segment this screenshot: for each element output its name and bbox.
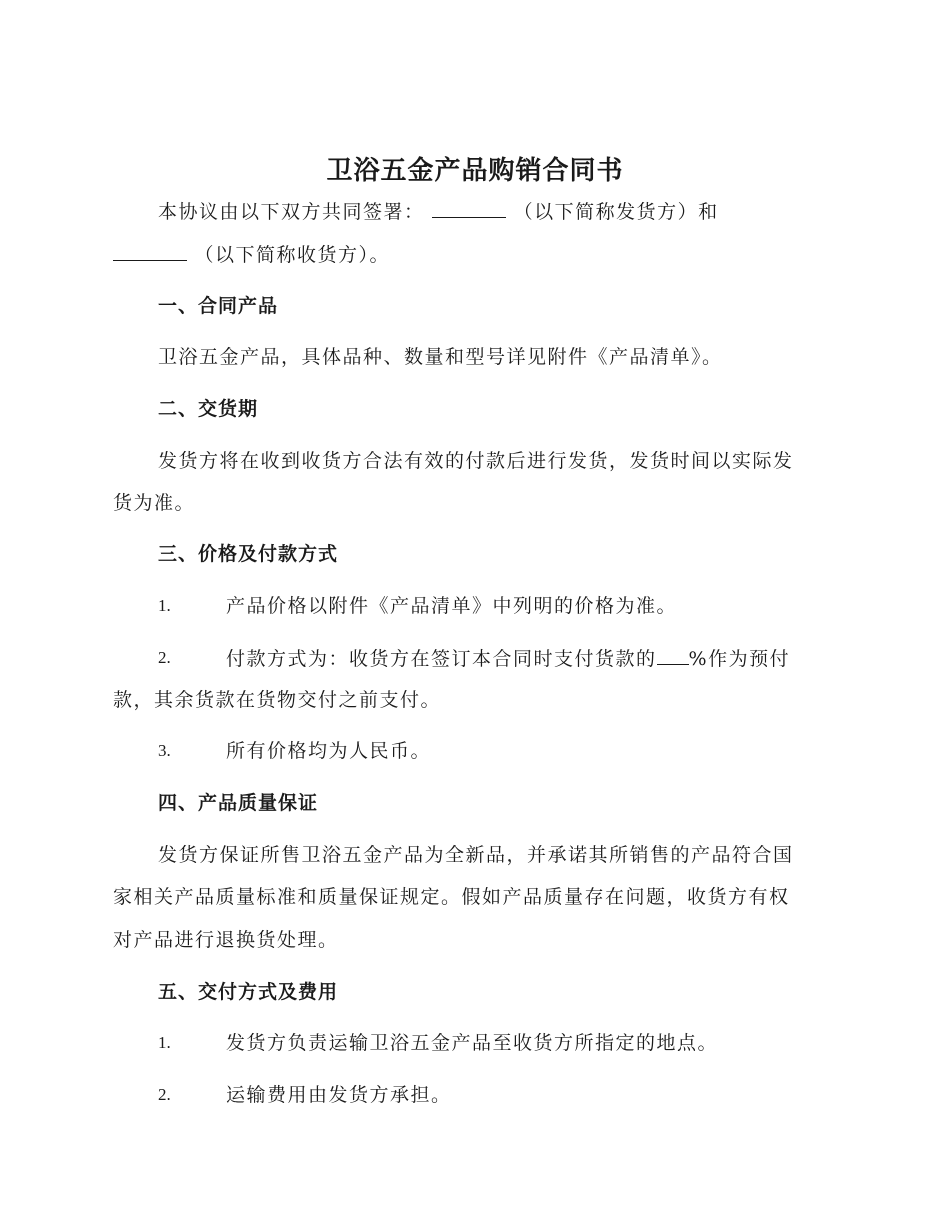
section-3-item-2-number: 2. — [158, 648, 171, 667]
section-5-item-1-number: 1. — [158, 1033, 171, 1052]
receiver-blank — [113, 242, 187, 261]
payment-text-after: %作为预付 — [688, 648, 791, 670]
intro-text-2: （以下简称发货方）和 — [513, 201, 719, 223]
section-4-line-3: 对产品进行退换货处理。 — [113, 929, 339, 951]
section-4-line-2: 家相关产品质量标准和质量保证规定。假如产品质量存在问题，收货方有权 — [113, 886, 790, 908]
section-5-heading: 五、交付方式及费用 — [158, 981, 339, 1003]
document-title: 卫浴五金产品购销合同书 — [326, 156, 624, 186]
intro-line-2 — [113, 242, 390, 267]
section-3-heading: 三、价格及付款方式 — [158, 543, 339, 565]
section-2-line-1: 发货方将在收到收货方合法有效的付款后进行发货，发货时间以实际发 — [158, 450, 794, 472]
percentage-blank — [657, 646, 689, 665]
section-2-heading: 二、交货期 — [158, 398, 259, 420]
payment-text-before: 付款方式为：收货方在签订本合同时支付货款的 — [226, 648, 657, 670]
section-5-item-2-text: 运输费用由发货方承担。 — [226, 1084, 452, 1106]
sender-blank — [432, 199, 506, 218]
section-5-item-2-number: 2. — [158, 1085, 171, 1104]
section-4-line-1: 发货方保证所售卫浴五金产品为全新品，并承诺其所销售的产品符合国 — [158, 844, 794, 866]
section-4-heading: 四、产品质量保证 — [158, 792, 319, 814]
section-3-item-2-continuation: 款，其余货款在货物交付之前支付。 — [113, 689, 442, 711]
section-5-item-1-text: 发货方负责运输卫浴五金产品至收货方所指定的地点。 — [226, 1032, 719, 1054]
section-3-item-3-number: 3. — [158, 741, 171, 760]
section-3-item-3-text: 所有价格均为人民币。 — [226, 740, 432, 762]
section-3-item-2-text — [226, 646, 790, 671]
section-3-item-1-text: 产品价格以附件《产品清单》中列明的价格为准。 — [226, 595, 678, 617]
section-1-heading: 一、合同产品 — [158, 295, 279, 317]
section-2-line-2: 货为准。 — [113, 492, 196, 514]
section-3-item-1-number: 1. — [158, 596, 171, 615]
section-1-line-1: 卫浴五金产品，具体品种、数量和型号详见附件《产品清单》。 — [158, 346, 723, 368]
intro-text-1: 本协议由以下双方共同签署： — [158, 201, 425, 223]
intro-line-1 — [158, 199, 719, 224]
intro-text-3: （以下简称收货方）。 — [194, 244, 391, 266]
